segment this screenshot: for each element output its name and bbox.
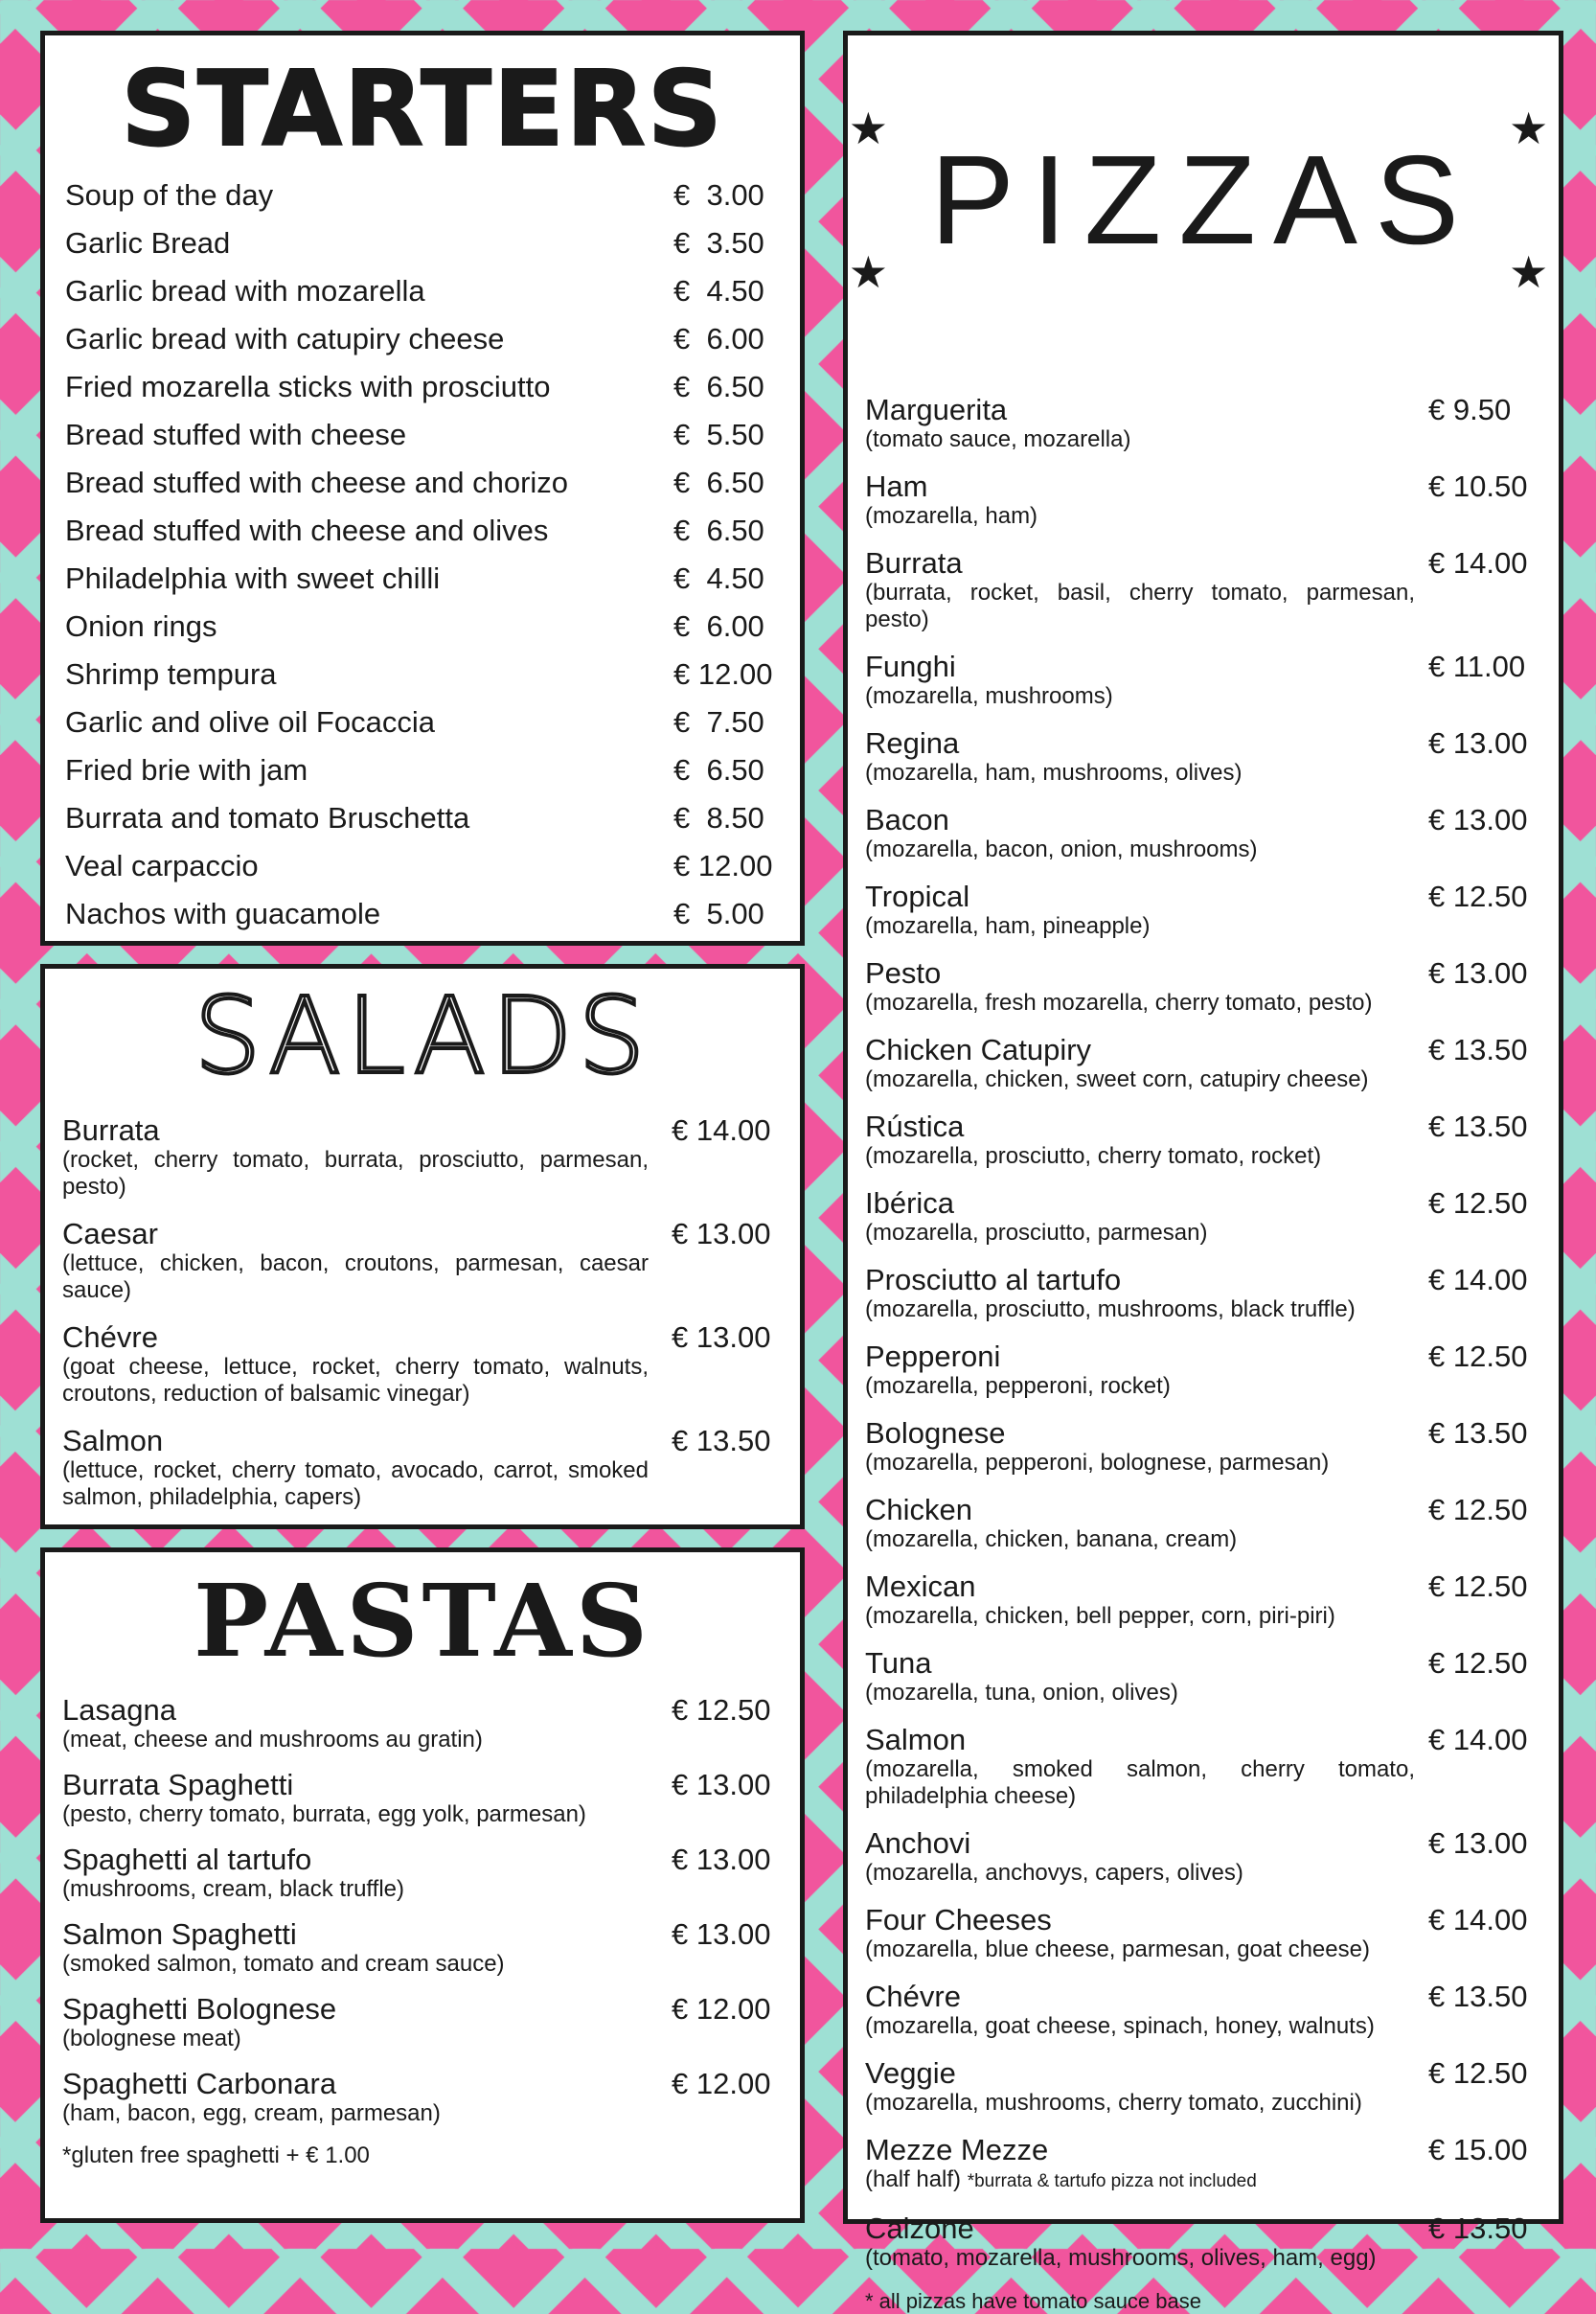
item-name: Soup of the day [65,178,274,212]
list-item [865,881,1536,940]
item-description: (mozarella, pepperoni, rocket) [865,1373,1171,1399]
item-name: Bread stuffed with cheese [65,418,407,451]
item-name: Bacon [865,803,949,836]
item-description: (mozarella, fresh mozarella, cherry tomato, pesto) [865,990,1373,1016]
list-item [865,957,1536,1017]
item-price: € 12.50 [1428,1340,1528,1373]
salads-panel [40,964,805,1529]
pizzas-footnote: * all pizzas have tomato sauce base [865,2289,1201,2313]
item-name: Chicken Catupiry [865,1033,1092,1066]
item-description: (mozarella, goat cheese, spinach, honey, walnuts) [865,2013,1375,2039]
list-item [865,1647,1536,1707]
list-item [62,1218,777,1304]
item-description: (tomato, mozarella, mushrooms, olives, ham, egg) [865,2245,1377,2271]
item-name: Onion rings [65,609,217,643]
list-item [65,507,777,555]
list-item [865,1494,1536,1553]
item-price: € 13.00 [672,1843,771,1876]
list-item [65,603,777,651]
item-price: € 6.50 [673,753,764,787]
item-price: € 14.00 [1428,1263,1528,1296]
item-price: € 6.00 [673,609,764,643]
pastas-panel [40,1547,805,2223]
item-name: Pepperoni [865,1340,1001,1373]
item-name: Lasagna [62,1693,176,1727]
item-price: € 5.50 [673,418,764,451]
item-name: Ibérica [865,1186,955,1220]
item-name: Burrata [865,546,963,580]
item-price: € 4.50 [673,561,764,595]
item-price: € 13.50 [1428,1110,1528,1143]
item-description: (burrata, rocket, basil, cherry tomato, parmesan, pesto) [865,580,1415,632]
item-price: € 13.50 [1428,1980,1528,2013]
list-item [865,651,1536,710]
item-name: Regina [865,726,960,760]
item-description: (lettuce, chicken, bacon, croutons, parmesan, caesar sauce) [62,1250,649,1303]
item-price: € 6.50 [673,514,764,547]
item-description: (mozarella, chicken, bell pepper, corn, piri-piri) [865,1603,1335,1629]
item-name: Salmon [865,1723,967,1756]
item-description: (goat cheese, lettuce, rocket, cherry tomato, walnuts, croutons, reduction of balsamic vinegar) [62,1354,649,1407]
list-item [65,699,777,746]
star-icon: ★ ★ [1509,103,1559,297]
item-name: Garlic bread with catupiry cheese [65,322,505,355]
item-price: € 13.00 [1428,956,1528,990]
item-price: € 12.00 [672,1992,771,2026]
item-price: € 12.00 [673,657,773,691]
list-item [62,1114,777,1201]
item-name: Tropical [865,880,970,913]
item-name: Garlic and olive oil Focaccia [65,705,435,739]
pastas-title: PASTAS [194,1562,651,1680]
item-name: Burrata Spaghetti [62,1768,294,1801]
item-note: *burrata & tartufo pizza not included [967,2171,1257,2191]
item-description: (mozarella, mushrooms, cherry tomato, zucchini) [865,2090,1362,2116]
item-description: (mozarella, chicken, sweet corn, catupiry cheese) [865,1066,1369,1092]
item-description: (ham, bacon, egg, cream, parmesan) [62,2100,441,2126]
pizzas-list [848,394,1559,2272]
item-name: Salmon [62,1424,164,1457]
item-description: (mozarella, blue cheese, parmesan, goat cheese) [865,1936,1370,1962]
item-name: Veal carpaccio [65,849,259,882]
item-description: (smoked salmon, tomato and cream sauce) [62,1951,505,1977]
item-price: € 12.50 [1428,1186,1528,1220]
item-name: Four Cheeses [865,1903,1052,1936]
salads-title: SALADS [194,974,651,1097]
item-name: Calzone [865,2211,974,2245]
item-price: € 12.50 [1428,1646,1528,1680]
list-item [65,890,777,938]
item-name: Chévre [62,1320,158,1354]
item-price: € 13.50 [1428,1416,1528,1450]
item-description: (mozarella, tuna, onion, olives) [865,1680,1178,1706]
list-item [865,2134,1536,2195]
item-price: € 13.00 [1428,1826,1528,1860]
item-name: Rústica [865,1110,965,1143]
list-item [65,746,777,794]
item-name: Burrata and tomato Bruschetta [65,801,470,835]
item-description: (mozarella, prosciutto, parmesan) [865,1220,1208,1246]
item-price: € 12.50 [1428,1569,1528,1603]
item-description: (tomato sauce, mozarella) [865,426,1131,452]
item-description: (mozarella, ham) [865,503,1038,529]
list-item [865,1904,1536,1963]
item-price: € 3.50 [673,226,764,260]
list-item [65,842,777,890]
list-item [865,804,1536,863]
list-item [65,363,777,411]
list-item [62,1993,777,2052]
item-name: Garlic bread with mozarella [65,274,425,308]
item-name: Bread stuffed with cheese and chorizo [65,466,569,499]
item-name: Bolognese [865,1416,1006,1450]
list-item [865,547,1536,633]
item-price: € 7.50 [673,705,764,739]
item-description: (bolognese meat) [62,2026,241,2051]
item-description: (rocket, cherry tomato, burrata, prosciutto, parmesan, pesto) [62,1147,649,1200]
item-price: € 6.00 [673,322,764,355]
list-item [65,315,777,363]
item-price: € 8.50 [673,801,764,835]
list-item [65,555,777,603]
item-description: (mozarella, anchovys, capers, olives) [865,1860,1243,1886]
pizzas-panel [843,31,1563,2313]
item-name: Garlic Bread [65,226,231,260]
salads-list [45,1114,800,1511]
item-price: € 12.50 [1428,1493,1528,1526]
list-item [65,172,777,219]
item-price: € 13.00 [672,1217,771,1250]
item-name: Chicken [865,1493,972,1526]
item-name: Philadelphia with sweet chilli [65,561,441,595]
item-name: Caesar [62,1217,158,1250]
item-price: € 12.00 [673,849,773,882]
list-item [865,1034,1536,1093]
list-item [62,1918,777,1978]
item-name: Chévre [865,1980,961,2013]
list-item [62,1425,777,1511]
item-description: (mozarella, chicken, banana, cream) [865,1526,1238,1552]
item-name: Tuna [865,1646,932,1680]
item-price: € 11.00 [1428,650,1526,683]
item-name: Prosciutto al tartufo [865,1263,1122,1296]
list-item [865,2212,1536,2272]
item-price: € 4.50 [673,274,764,308]
item-price: € 14.00 [672,1113,771,1147]
item-name: Anchovi [865,1826,971,1860]
list-item [865,1417,1536,1477]
item-price: € 13.50 [1428,2211,1528,2245]
item-price: € 13.50 [1428,1033,1528,1066]
list-item [865,1111,1536,1170]
item-name: Nachos with guacamole [65,897,381,930]
item-description: (mozarella, ham, pineapple) [865,913,1151,939]
item-price: € 5.00 [673,897,764,930]
item-price: € 12.00 [672,2067,771,2100]
item-name: Bread stuffed with cheese and olives [65,514,549,547]
item-description: (mozarella, mushrooms) [865,683,1113,709]
item-name: Fried brie with jam [65,753,308,787]
item-description [865,2166,1415,2195]
list-item [865,1340,1536,1400]
item-name: Marguerita [865,393,1008,426]
list-item [865,1981,1536,2040]
list-item [62,1321,777,1408]
list-item [62,2068,777,2127]
item-price: € 13.00 [672,1917,771,1951]
item-name: Ham [865,470,928,503]
item-name: Spaghetti Carbonara [62,2067,337,2100]
list-item [865,470,1536,530]
starters-list [45,172,800,938]
star-icon: ★ ★ [848,103,898,297]
item-description: (mozarella, bacon, onion, mushrooms) [865,836,1258,862]
item-name: Funghi [865,650,956,683]
list-item [865,1264,1536,1323]
list-item [65,651,777,699]
list-item [865,2057,1536,2117]
item-price: € 10.50 [1428,470,1528,503]
item-description-text: (half half) [865,2166,962,2192]
item-description: (mushrooms, cream, black truffle) [62,1876,404,1902]
item-price: € 6.50 [673,370,764,403]
item-description: (mozarella, prosciutto, cherry tomato, rocket) [865,1143,1322,1169]
item-name: Spaghetti al tartufo [62,1843,312,1876]
item-name: Mezze Mezze [865,2133,1049,2166]
list-item [62,1769,777,1828]
list-item [65,219,777,267]
item-name: Pesto [865,956,942,990]
item-description: (pesto, cherry tomato, burrata, egg yolk, parmesan) [62,1801,586,1827]
starters-panel [40,31,805,946]
item-name: Burrata [62,1113,160,1147]
item-price: € 12.50 [672,1693,771,1727]
item-price: € 14.00 [1428,1723,1528,1756]
pastas-list [45,1694,800,2127]
item-name: Spaghetti Bolognese [62,1992,337,2026]
item-price: € 14.00 [1428,1903,1528,1936]
pizzas-title: PIZZAS [929,129,1477,270]
list-item [865,1570,1536,1630]
item-name: Mexican [865,1569,976,1603]
item-price: € 12.50 [1428,880,1528,913]
list-item [865,727,1536,787]
item-price: € 13.00 [1428,726,1528,760]
list-item [865,1187,1536,1247]
starters-title: STARTERS [121,50,724,170]
item-name: Veggie [865,2056,956,2090]
item-description: (mozarella, pepperoni, bolognese, parmesan) [865,1450,1330,1476]
item-price: € 15.00 [1428,2133,1528,2166]
list-item [62,1694,777,1753]
item-price: € 13.00 [672,1768,771,1801]
item-name: Salmon Spaghetti [62,1917,297,1951]
pastas-footnote: *gluten free spaghetti + € 1.00 [62,2142,370,2168]
list-item [865,394,1536,453]
pizzas-header [848,57,1559,344]
item-description: (meat, cheese and mushrooms au gratin) [62,1727,483,1753]
list-item [62,1844,777,1903]
item-description: (mozarella, smoked salmon, cherry tomato, philadelphia cheese) [865,1756,1415,1809]
item-price: € 12.50 [1428,2056,1528,2090]
item-price: € 6.50 [673,466,764,499]
item-description: (lettuce, rocket, cherry tomato, avocado, carrot, smoked salmon, philadelphia, capers) [62,1457,649,1510]
item-price: € 9.50 [1428,393,1512,426]
item-name: Shrimp tempura [65,657,277,691]
item-price: € 14.00 [1428,546,1528,580]
list-item [65,794,777,842]
item-price: € 13.00 [672,1320,771,1354]
item-price: € 13.50 [672,1424,771,1457]
item-description: (mozarella, ham, mushrooms, olives) [865,760,1243,786]
list-item [65,411,777,459]
list-item [865,1724,1536,1810]
item-price: € 3.00 [673,178,764,212]
list-item [65,267,777,315]
item-price: € 13.00 [1428,803,1528,836]
item-description: (mozarella, prosciutto, mushrooms, black truffle) [865,1296,1356,1322]
list-item [865,1827,1536,1887]
item-name: Fried mozarella sticks with prosciutto [65,370,551,403]
list-item [65,459,777,507]
